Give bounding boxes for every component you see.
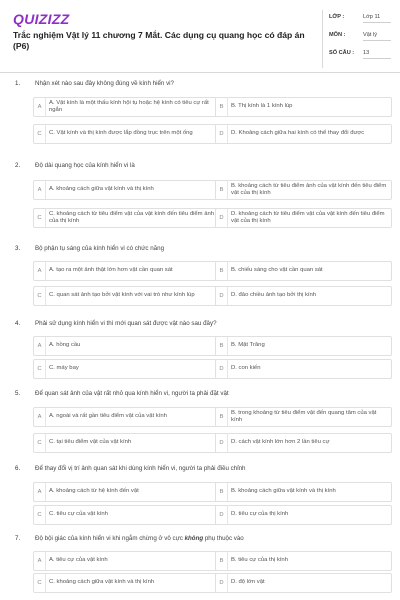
- option-text: D. cách vật kính lớn hơn 2 lần tiêu cự: [231, 439, 330, 446]
- info-value-subject: Vật lý: [363, 30, 391, 41]
- info-row-class: [329, 10, 397, 25]
- option-letter: C: [34, 209, 46, 227]
- info-value-count: 13: [363, 48, 391, 59]
- option-text: C. quan sát ảnh tạo bởi vật kính với vai trò như kính lúp: [49, 292, 195, 299]
- question-number: 2.: [15, 162, 21, 169]
- option-text: B. Mặt Trăng: [231, 342, 265, 349]
- question-number: 6.: [15, 465, 21, 472]
- option-text: C. khoảng cách giữa vật kính và thị kính: [49, 579, 155, 586]
- option-d[interactable]: [215, 286, 392, 306]
- option-text: D. con kiến: [231, 365, 261, 372]
- option-letter: A: [34, 337, 46, 355]
- question-number: 7.: [15, 535, 21, 542]
- question-text: Bộ phận tụ sáng của kính hiển vi có chức năng: [35, 245, 165, 252]
- option-d[interactable]: [215, 505, 392, 525]
- option-text: D. đảo chiều ảnh tạo bởi thị kính: [231, 292, 317, 299]
- option-letter: C: [34, 125, 46, 143]
- option-c[interactable]: [33, 359, 222, 379]
- question-text: Để quan sát ảnh của vật rất nhỏ qua kính hiển vi, người ta phải đặt vật: [35, 390, 229, 397]
- option-text: D. tiêu cự của thị kính: [231, 511, 289, 518]
- option-text: B. trong khoảng từ tiêu điểm vật đến quang tâm của vật kính: [231, 409, 377, 423]
- option-letter: B: [216, 98, 228, 116]
- option-text: D. Khoảng cách giữa hai kính có thể thay đổi được: [231, 130, 365, 137]
- question-text: Nhận xét nào sau đây không đúng về kính hiển vi?: [35, 80, 174, 87]
- option-b[interactable]: [215, 336, 392, 356]
- option-a[interactable]: [33, 97, 222, 117]
- option-a[interactable]: [33, 261, 222, 281]
- option-letter: B: [216, 181, 228, 199]
- info-box: [322, 10, 397, 68]
- question-text-part: Độ bội giác của kính hiển vi khi ngắm chừng ở vô cực: [35, 535, 185, 542]
- option-letter: B: [216, 262, 228, 280]
- option-d[interactable]: [215, 359, 392, 379]
- info-label: SỐ CÂU :: [329, 50, 355, 56]
- option-text: B. Thị kính là 1 kính lúp: [231, 103, 293, 110]
- option-d[interactable]: [215, 573, 392, 593]
- option-letter: A: [34, 483, 46, 501]
- info-label: MÔN :: [329, 32, 346, 38]
- option-letter: C: [34, 574, 46, 592]
- info-row-count: [329, 46, 397, 61]
- page-title: Trắc nghiệm Vật lý 11 chương 7 Mắt. Các dụng cụ quang học có đáp án (P6): [13, 30, 305, 51]
- option-b[interactable]: [215, 407, 392, 427]
- option-text: C. khoảng cách từ tiêu điểm vật của vật kính đến tiêu điểm ảnh của thị kính: [49, 210, 215, 224]
- question-text-emphasis: không: [184, 535, 204, 542]
- option-letter: C: [34, 506, 46, 524]
- option-letter: A: [34, 262, 46, 280]
- option-letter: C: [34, 360, 46, 378]
- option-a[interactable]: [33, 407, 222, 427]
- question-text: Để thay đổi vị trí ảnh quan sát khi dùng kính hiển vi, người ta phải điều chỉnh: [35, 465, 246, 472]
- option-letter: D: [216, 287, 228, 305]
- option-text: A. khoảng cách giữa vật kính và thị kính: [49, 186, 154, 193]
- option-letter: B: [216, 552, 228, 570]
- option-text: C. máy bay: [49, 365, 79, 372]
- option-text: B. khoảng cách từ tiêu điểm ảnh của vật kính đến tiêu điểm vật của thị kính: [231, 182, 387, 196]
- question-number: 4.: [15, 320, 21, 327]
- option-d[interactable]: [215, 124, 392, 144]
- option-text: C. Vật kính và thị kính được lắp đồng trục trên một ống: [49, 130, 193, 137]
- option-text: D. khoảng cách từ tiêu điểm vật của vật kính đến tiêu điểm vật của thị kính: [231, 210, 385, 224]
- option-c[interactable]: [33, 286, 222, 306]
- option-letter: D: [216, 209, 228, 227]
- option-letter: A: [34, 181, 46, 199]
- option-letter: D: [216, 125, 228, 143]
- worksheet-header: [0, 0, 400, 73]
- option-letter: A: [34, 98, 46, 116]
- option-d[interactable]: [215, 208, 392, 228]
- option-text: A. ngoài và rất gần tiêu điểm vật của vật kính: [49, 413, 167, 420]
- option-text: D. độ lớn vật: [231, 579, 265, 586]
- option-text: A. Vật kính là một thấu kính hội tụ hoặc hệ kính có tiêu cự rất ngắn: [49, 99, 209, 113]
- option-letter: A: [34, 408, 46, 426]
- option-letter: D: [216, 434, 228, 452]
- option-text: A. tạo ra một ảnh thật lớn hơn vật cần quan sát: [49, 267, 173, 274]
- option-c[interactable]: [33, 433, 222, 453]
- option-c[interactable]: [33, 505, 222, 525]
- option-text: A. hồng cầu: [49, 342, 81, 349]
- option-b[interactable]: [215, 261, 392, 281]
- question-text: Độ dài quang học của kính hiển vi là: [35, 162, 135, 169]
- question-number: 3.: [15, 245, 21, 252]
- option-letter: D: [216, 574, 228, 592]
- question-text: [35, 535, 375, 542]
- option-letter: D: [216, 506, 228, 524]
- option-letter: B: [216, 408, 228, 426]
- option-d[interactable]: [215, 433, 392, 453]
- option-c[interactable]: [33, 573, 222, 593]
- option-letter: C: [34, 287, 46, 305]
- option-text: B. chiếu sáng cho vật cần quan sát: [231, 267, 323, 274]
- option-b[interactable]: [215, 551, 392, 571]
- option-letter: D: [216, 360, 228, 378]
- option-letter: B: [216, 483, 228, 501]
- info-label: LỚP :: [329, 14, 345, 20]
- question-number: 1.: [15, 80, 21, 87]
- option-text: B. khoảng cách giữa vật kính và thị kính: [231, 488, 336, 495]
- option-b[interactable]: [215, 97, 392, 117]
- option-text: A. khoảng cách từ hệ kính đến vật: [49, 488, 139, 495]
- question-text-part: phụ thuộc vào: [203, 535, 244, 542]
- question-text: Phải sử dụng kính hiển vi thì mới quan sát được vật nào sau đây?: [35, 320, 217, 327]
- info-value-class: Lớp 11: [363, 12, 391, 23]
- option-c[interactable]: [33, 124, 222, 144]
- option-letter: A: [34, 552, 46, 570]
- option-text: A. tiêu cự của vật kính: [49, 557, 108, 564]
- info-row-subject: [329, 28, 397, 43]
- option-text: C. tiêu cự của vật kính: [49, 511, 108, 518]
- option-letter: C: [34, 434, 46, 452]
- option-a[interactable]: [33, 180, 222, 200]
- option-text: B. tiêu cự của thị kính: [231, 557, 288, 564]
- option-b[interactable]: [215, 482, 392, 502]
- option-b[interactable]: [215, 180, 392, 200]
- option-a[interactable]: [33, 482, 222, 502]
- option-a[interactable]: [33, 336, 222, 356]
- question-number: 5.: [15, 390, 21, 397]
- option-text: C. tại tiêu điểm vật của vật kính: [49, 439, 132, 446]
- option-a[interactable]: [33, 551, 222, 571]
- option-letter: B: [216, 337, 228, 355]
- option-c[interactable]: [33, 208, 222, 228]
- quizizz-logo: QUIZIZZ: [13, 11, 70, 27]
